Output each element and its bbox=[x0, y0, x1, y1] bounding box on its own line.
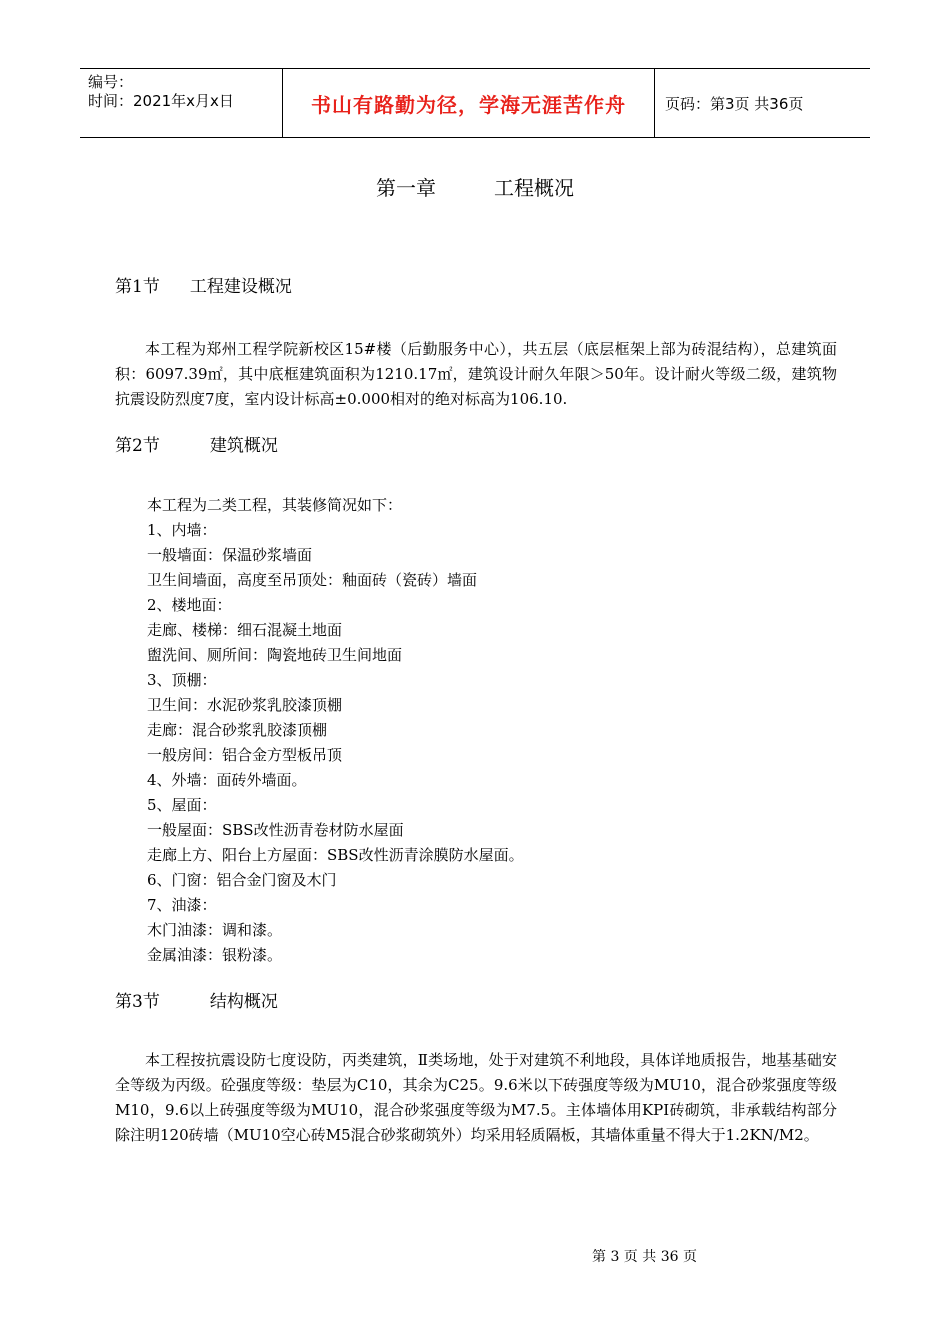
section-title: 结构概况 bbox=[209, 992, 278, 1012]
section2-list bbox=[147, 493, 524, 968]
list-item: 2、楼地面： bbox=[147, 596, 232, 614]
list-item: 3、顶棚： bbox=[147, 671, 217, 689]
header-motto-cell bbox=[283, 69, 655, 137]
list-item: 6、门窗：铝合金门窗及木门 bbox=[147, 871, 337, 889]
section-heading-3 bbox=[115, 987, 278, 1012]
list-item: 金属油漆：银粉漆。 bbox=[147, 946, 283, 964]
header-page-info: 页码：第3页 共36页 bbox=[665, 94, 804, 113]
list-item: 木门油漆：调和漆。 bbox=[147, 921, 283, 939]
section1-paragraph: 本工程为郑州工程学院新校区15#楼（后勤服务中心），共五层（底层框架上部为砖混结构），总建筑面积：6097.39㎡，其中底框建筑面积为1210.17㎡，建筑设计耐久年限＞50年。设计耐火等级二级，建筑物抗震设防烈度7度，室内设计标高±0.000相对的绝对标高为106.10. bbox=[115, 340, 837, 408]
list-item: 一般墙面：保温砂浆墙面 bbox=[147, 546, 313, 564]
list-item: 4、外墙：面砖外墙面。 bbox=[147, 771, 307, 789]
chapter-name: 工程概况 bbox=[494, 176, 574, 200]
list-item: 走廊：混合砂浆乳胶漆顶棚 bbox=[147, 721, 328, 739]
section-number: 第3节 bbox=[115, 992, 160, 1012]
section-heading-2 bbox=[115, 431, 278, 456]
doc-number-label: 编号： bbox=[88, 73, 134, 91]
header-meta bbox=[80, 69, 283, 137]
section2-intro: 本工程为二类工程，其装修简况如下： bbox=[147, 496, 403, 514]
page-footer: 第 3 页 共 36 页 bbox=[592, 1249, 697, 1265]
page-header bbox=[80, 68, 870, 138]
list-item: 一般房间：铝合金方型板吊顶 bbox=[147, 746, 343, 764]
list-item: 1、内墙： bbox=[147, 521, 217, 539]
section-number: 第1节 bbox=[115, 277, 160, 297]
list-item: 5、屋面： bbox=[147, 796, 217, 814]
list-item: 一般屋面：SBS改性沥青卷材防水屋面 bbox=[147, 821, 404, 839]
list-item: 盥洗间、厕所间：陶瓷地砖卫生间地面 bbox=[147, 646, 403, 664]
doc-time-label: 时间：2021年x月x日 bbox=[88, 92, 234, 110]
chapter-number: 第一章 bbox=[376, 176, 436, 200]
section-heading-1 bbox=[115, 272, 292, 297]
chapter-title bbox=[0, 172, 950, 201]
section-title: 建筑概况 bbox=[209, 436, 278, 456]
section3-paragraph: 本工程按抗震设防七度设防，丙类建筑，Ⅱ类场地，处于对建筑不利地段，具体详地质报告，地基基础安全等级为丙级。砼强度等级：垫层为C10，其余为C25。9.6米以下砖强度等级为MU10，混合砂浆强度等级M10，9.6以上砖强度等级为MU10，混合砂浆强度等级为M7.5。主体墙体用KPI砖砌筑，非承载结构部分除注明120砖墙（MU10空心砖M5混合砂浆砌筑外）均采用轻质隔板，其墙体重量不得大于1.2KN/M2。 bbox=[115, 1051, 837, 1144]
list-item: 卫生间墙面，高度至吊顶处：釉面砖（瓷砖）墙面 bbox=[147, 571, 478, 589]
list-item: 卫生间：水泥砂浆乳胶漆顶棚 bbox=[147, 696, 343, 714]
section-number: 第2节 bbox=[115, 436, 160, 456]
list-item: 走廊、楼梯：细石混凝土地面 bbox=[147, 621, 343, 639]
section-title: 工程建设概况 bbox=[189, 277, 292, 297]
header-page-info-cell bbox=[655, 69, 870, 137]
list-item: 7、油漆： bbox=[147, 896, 217, 914]
list-item: 走廊上方、阳台上方屋面：SBS改性沥青涂膜防水屋面。 bbox=[147, 846, 524, 864]
header-motto: 书山有路勤为径，学海无涯苦作舟 bbox=[311, 92, 626, 117]
